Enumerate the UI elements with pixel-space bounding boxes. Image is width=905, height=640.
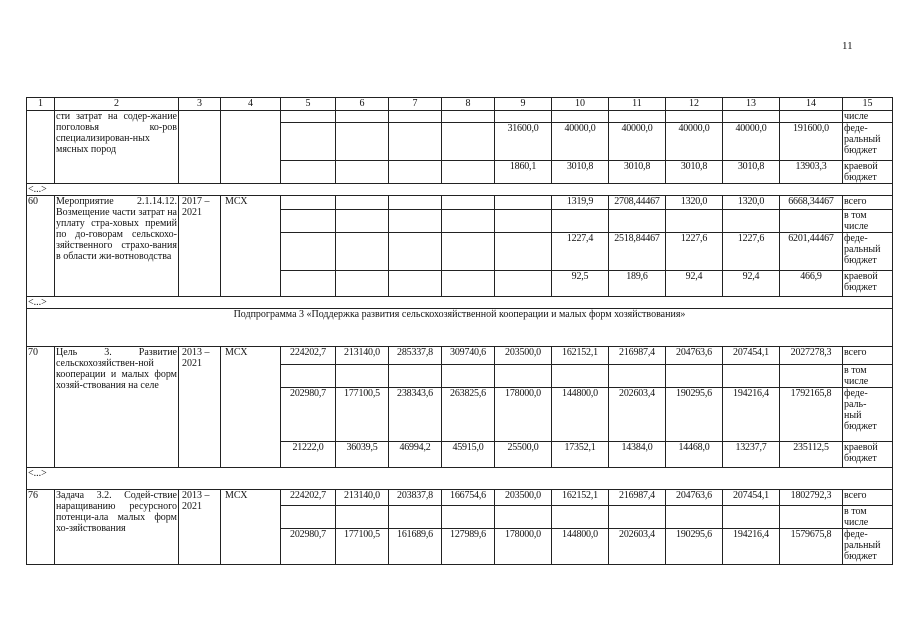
funding-source: всего (843, 490, 893, 506)
item-description: Задача 3.2. Содей-ствие наращиванию ресурсного потенци-ала малых форм хо-зяйствования (55, 490, 179, 565)
funding-source: числе (843, 111, 893, 123)
omission-marker: <...> (27, 297, 893, 309)
omission-marker: <...> (27, 468, 893, 490)
value-cell (666, 111, 723, 123)
value-cell: 216987,4 (609, 490, 666, 506)
item-period: 2013 – 2021 (179, 347, 221, 468)
value-cell: 127989,6 (442, 529, 495, 565)
item-executor: МСХ (221, 490, 281, 565)
funding-source: феде- ральный бюджет (843, 233, 893, 271)
value-cell: 1227,6 (723, 233, 780, 271)
value-cell (389, 111, 442, 123)
value-cell (442, 365, 495, 388)
value-cell (336, 161, 389, 184)
value-cell: 189,6 (609, 271, 666, 297)
value-cell: 2708,44467 (609, 196, 666, 210)
value-cell: 263825,6 (442, 388, 495, 442)
subprogram-row (27, 309, 893, 347)
funding-source: феде- ральный бюджет (843, 529, 893, 565)
value-cell (609, 111, 666, 123)
value-cell (442, 196, 495, 210)
value-cell: 162152,1 (552, 490, 609, 506)
header-cell: 11 (609, 98, 666, 111)
value-cell: 92,4 (666, 271, 723, 297)
value-cell: 207454,1 (723, 490, 780, 506)
table-row (27, 196, 893, 210)
subprogram-title: Подпрограмма 3 «Поддержка развития сельскохозяйственной кооперации и малых форм хозяйствования» (27, 309, 893, 347)
funding-source: краевой бюджет (843, 271, 893, 297)
value-cell: 285337,8 (389, 347, 442, 365)
value-cell: 1227,4 (552, 233, 609, 271)
omission-row (27, 184, 893, 196)
header-cell: 4 (221, 98, 281, 111)
value-cell: 161689,6 (389, 529, 442, 565)
item-period: 2013 – 2021 (179, 490, 221, 565)
table-row (27, 111, 893, 123)
value-cell (495, 233, 552, 271)
funding-source: краевой бюджет (843, 442, 893, 468)
value-cell (666, 210, 723, 233)
value-cell (552, 365, 609, 388)
value-cell (336, 506, 389, 529)
value-cell (552, 210, 609, 233)
value-cell: 203837,8 (389, 490, 442, 506)
value-cell (723, 111, 780, 123)
value-cell: 2027278,3 (780, 347, 843, 365)
value-cell (723, 210, 780, 233)
value-cell: 238343,6 (389, 388, 442, 442)
value-cell: 3010,8 (723, 161, 780, 184)
value-cell: 46994,2 (389, 442, 442, 468)
row-number (27, 111, 55, 184)
value-cell: 203500,0 (495, 347, 552, 365)
value-cell: 6668,34467 (780, 196, 843, 210)
value-cell: 1319,9 (552, 196, 609, 210)
value-cell: 40000,0 (723, 123, 780, 161)
value-cell: 202980,7 (281, 388, 336, 442)
header-cell: 15 (843, 98, 893, 111)
value-cell (780, 506, 843, 529)
value-cell: 25500,0 (495, 442, 552, 468)
value-cell (666, 506, 723, 529)
value-cell: 162152,1 (552, 347, 609, 365)
header-cell: 3 (179, 98, 221, 111)
value-cell: 202980,7 (281, 529, 336, 565)
header-cell: 1 (27, 98, 55, 111)
value-cell (666, 365, 723, 388)
funding-source: феде- раль- ный бюджет (843, 388, 893, 442)
value-cell: 1802792,3 (780, 490, 843, 506)
value-cell (552, 506, 609, 529)
funding-source: в том числе (843, 365, 893, 388)
value-cell (281, 271, 336, 297)
item-period: 2017 – 2021 (179, 196, 221, 297)
item-period (179, 111, 221, 184)
row-number: 70 (27, 347, 55, 468)
item-description: Мероприятие 2.1.14.12. Возмещение части затрат на уплату стра-ховых премий по до-говорам сельскохо-зяйственного страхо-вания в области жи-вотноводства (55, 196, 179, 297)
value-cell (495, 210, 552, 233)
value-cell: 178000,0 (495, 529, 552, 565)
value-cell: 144800,0 (552, 529, 609, 565)
value-cell: 92,5 (552, 271, 609, 297)
value-cell: 194216,4 (723, 388, 780, 442)
value-cell (723, 506, 780, 529)
value-cell: 3010,8 (552, 161, 609, 184)
page-number: 11 (842, 40, 853, 52)
value-cell (281, 196, 336, 210)
value-cell: 202603,4 (609, 529, 666, 565)
value-cell (281, 111, 336, 123)
value-cell: 3010,8 (666, 161, 723, 184)
value-cell: 2518,84467 (609, 233, 666, 271)
value-cell: 36039,5 (336, 442, 389, 468)
value-cell (780, 111, 843, 123)
header-cell: 13 (723, 98, 780, 111)
value-cell: 213140,0 (336, 490, 389, 506)
header-cell: 12 (666, 98, 723, 111)
value-cell (389, 271, 442, 297)
row-number: 60 (27, 196, 55, 297)
value-cell: 40000,0 (552, 123, 609, 161)
value-cell: 45915,0 (442, 442, 495, 468)
value-cell (609, 365, 666, 388)
value-cell: 1320,0 (666, 196, 723, 210)
value-cell (281, 365, 336, 388)
row-number: 76 (27, 490, 55, 565)
header-cell: 7 (389, 98, 442, 111)
value-cell: 144800,0 (552, 388, 609, 442)
value-cell (336, 233, 389, 271)
omission-row (27, 297, 893, 309)
value-cell: 21222,0 (281, 442, 336, 468)
value-cell: 204763,6 (666, 347, 723, 365)
value-cell: 190295,6 (666, 529, 723, 565)
header-cell: 2 (55, 98, 179, 111)
value-cell: 1320,0 (723, 196, 780, 210)
omission-row (27, 468, 893, 490)
value-cell (389, 161, 442, 184)
value-cell: 177100,5 (336, 529, 389, 565)
value-cell (609, 506, 666, 529)
funding-source: в том числе (843, 506, 893, 529)
value-cell (442, 111, 495, 123)
value-cell (281, 233, 336, 271)
value-cell (281, 506, 336, 529)
item-executor: МСХ (221, 196, 281, 297)
value-cell (780, 365, 843, 388)
value-cell (336, 210, 389, 233)
funding-source: всего (843, 347, 893, 365)
table-row (27, 347, 893, 365)
value-cell: 1792165,8 (780, 388, 843, 442)
header-cell: 9 (495, 98, 552, 111)
value-cell: 194216,4 (723, 529, 780, 565)
value-cell: 190295,6 (666, 388, 723, 442)
value-cell: 1579675,8 (780, 529, 843, 565)
value-cell: 202603,4 (609, 388, 666, 442)
funding-source: краевой бюджет (843, 161, 893, 184)
value-cell: 40000,0 (666, 123, 723, 161)
value-cell (495, 111, 552, 123)
value-cell: 92,4 (723, 271, 780, 297)
value-cell (442, 233, 495, 271)
value-cell (336, 196, 389, 210)
value-cell: 224202,7 (281, 490, 336, 506)
value-cell: 235112,5 (780, 442, 843, 468)
value-cell: 178000,0 (495, 388, 552, 442)
value-cell (336, 111, 389, 123)
value-cell (389, 233, 442, 271)
funding-source: всего (843, 196, 893, 210)
value-cell: 466,9 (780, 271, 843, 297)
value-cell (389, 365, 442, 388)
value-cell (442, 161, 495, 184)
value-cell (442, 210, 495, 233)
value-cell (389, 196, 442, 210)
value-cell (281, 123, 336, 161)
value-cell (442, 123, 495, 161)
budget-table (26, 97, 893, 565)
value-cell: 14468,0 (666, 442, 723, 468)
value-cell: 309740,6 (442, 347, 495, 365)
value-cell: 6201,44467 (780, 233, 843, 271)
header-row (27, 98, 893, 111)
value-cell (495, 196, 552, 210)
value-cell: 224202,7 (281, 347, 336, 365)
omission-marker: <...> (27, 184, 893, 196)
funding-source: в том числе (843, 210, 893, 233)
value-cell (609, 210, 666, 233)
value-cell (442, 271, 495, 297)
value-cell (723, 365, 780, 388)
value-cell (442, 506, 495, 529)
header-cell: 5 (281, 98, 336, 111)
value-cell: 216987,4 (609, 347, 666, 365)
value-cell (495, 271, 552, 297)
value-cell (389, 123, 442, 161)
header-cell: 8 (442, 98, 495, 111)
item-executor (221, 111, 281, 184)
value-cell: 213140,0 (336, 347, 389, 365)
value-cell: 1860,1 (495, 161, 552, 184)
value-cell (389, 506, 442, 529)
value-cell: 31600,0 (495, 123, 552, 161)
item-description: Цель 3. Развитие сельскохозяйствен-ной кооперации и малых форм хозяй-ствования на селе (55, 347, 179, 468)
value-cell: 207454,1 (723, 347, 780, 365)
item-description: сти затрат на содер-жание поголовья ко-ров специализирован-ных мясных пород (55, 111, 179, 184)
value-cell (495, 506, 552, 529)
value-cell (281, 210, 336, 233)
value-cell: 203500,0 (495, 490, 552, 506)
value-cell: 3010,8 (609, 161, 666, 184)
header-cell: 14 (780, 98, 843, 111)
value-cell (281, 161, 336, 184)
value-cell: 13903,3 (780, 161, 843, 184)
value-cell (552, 111, 609, 123)
value-cell: 40000,0 (609, 123, 666, 161)
funding-source: феде- ральный бюджет (843, 123, 893, 161)
table-row (27, 490, 893, 506)
value-cell: 14384,0 (609, 442, 666, 468)
value-cell: 204763,6 (666, 490, 723, 506)
value-cell: 177100,5 (336, 388, 389, 442)
value-cell (389, 210, 442, 233)
value-cell (336, 365, 389, 388)
value-cell (780, 210, 843, 233)
value-cell: 166754,6 (442, 490, 495, 506)
value-cell (495, 365, 552, 388)
item-executor: МСХ (221, 347, 281, 468)
value-cell: 191600,0 (780, 123, 843, 161)
value-cell: 13237,7 (723, 442, 780, 468)
header-cell: 10 (552, 98, 609, 111)
value-cell: 17352,1 (552, 442, 609, 468)
value-cell: 1227,6 (666, 233, 723, 271)
value-cell (336, 271, 389, 297)
value-cell (336, 123, 389, 161)
header-cell: 6 (336, 98, 389, 111)
